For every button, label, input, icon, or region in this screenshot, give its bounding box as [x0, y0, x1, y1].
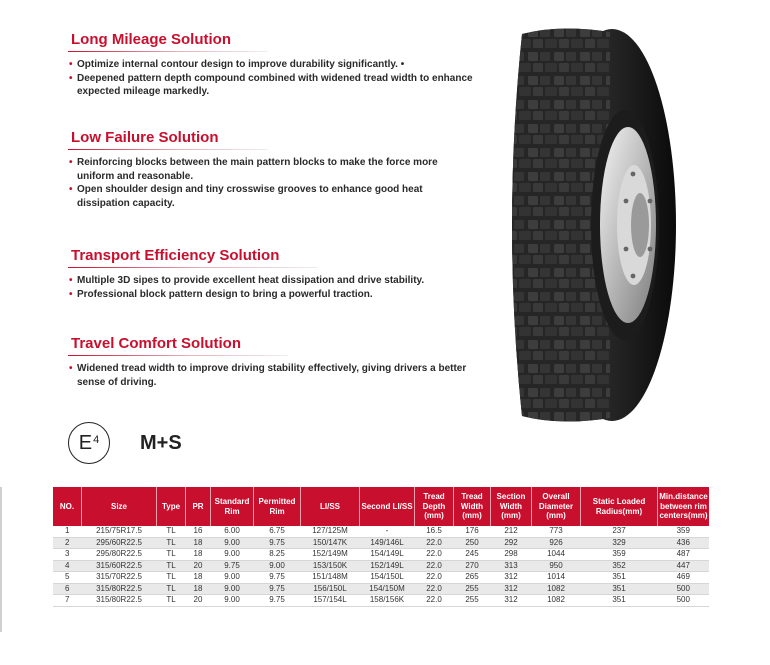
table-cell: 295/60R22.5: [82, 537, 157, 549]
section-title: Long Mileage Solution: [71, 31, 231, 48]
table-cell: 6: [53, 583, 82, 595]
header-size: Size: [82, 487, 157, 526]
section-travel-comfort: [68, 335, 468, 389]
table-cell: 151/148M: [301, 572, 360, 584]
table-cell: 22.0: [415, 595, 454, 607]
e-mark-badge: [68, 422, 110, 464]
table-cell: 1044: [532, 549, 581, 561]
table-header-row: [53, 487, 709, 526]
table-cell: 150/147K: [301, 537, 360, 549]
table-cell: 154/150L: [360, 572, 415, 584]
table-cell: -: [360, 526, 415, 537]
bullet-list: [68, 274, 478, 301]
table-cell: TL: [157, 583, 186, 595]
table-cell: 6.75: [254, 526, 301, 537]
table-cell: 298: [491, 549, 532, 561]
table-cell: 153/150K: [301, 560, 360, 572]
table-cell: 156/150L: [301, 583, 360, 595]
table-cell: TL: [157, 595, 186, 607]
table-cell: 500: [658, 583, 710, 595]
table-cell: 154/149L: [360, 549, 415, 561]
table-cell: 500: [658, 595, 710, 607]
section-title: Transport Efficiency Solution: [71, 247, 280, 264]
e-mark-number: 4: [93, 434, 100, 446]
table-cell: 9.00: [254, 560, 301, 572]
table-cell: 351: [581, 583, 658, 595]
table-cell: 5: [53, 572, 82, 584]
table-cell: 245: [454, 549, 491, 561]
table-cell: 292: [491, 537, 532, 549]
table-row: [53, 549, 709, 561]
list-item: • Multiple 3D sipes to provide excellent heat dissipation and drive stability.: [68, 274, 478, 288]
table-cell: 250: [454, 537, 491, 549]
table-cell: 351: [581, 595, 658, 607]
table-cell: 9.00: [211, 595, 254, 607]
table-cell: 255: [454, 595, 491, 607]
header-tread-depth: Tread Depth (mm): [415, 487, 454, 526]
table-cell: 950: [532, 560, 581, 572]
list-item: • Reinforcing blocks between the main pattern blocks to make the force more uniform and reasonable.: [68, 156, 473, 183]
table-cell: 359: [581, 549, 658, 561]
table-cell: 265: [454, 572, 491, 584]
list-item: • Deepened pattern depth compound combined with widened tread width to enhance expected mileage markedly.: [68, 72, 488, 99]
table-cell: 16: [186, 526, 211, 537]
table-cell: 313: [491, 560, 532, 572]
header-standard-rim: Standard Rim: [211, 487, 254, 526]
table-cell: 9.75: [211, 560, 254, 572]
table-body: [53, 526, 709, 606]
table-cell: 1082: [532, 583, 581, 595]
section-transport-efficiency: [68, 247, 478, 301]
section-long-mileage: [68, 31, 488, 99]
tire-image: [500, 26, 678, 429]
section-low-failure: [68, 129, 473, 210]
list-item: • Professional block pattern design to bring a powerful traction.: [68, 288, 478, 302]
table-cell: 312: [491, 572, 532, 584]
table-cell: 3: [53, 549, 82, 561]
table-cell: 312: [491, 583, 532, 595]
title-underline: [68, 355, 288, 356]
table-cell: 447: [658, 560, 710, 572]
table-row: [53, 560, 709, 572]
table-cell: 315/60R22.5: [82, 560, 157, 572]
bullet-list: [68, 156, 473, 210]
table-cell: 352: [581, 560, 658, 572]
section-title: Travel Comfort Solution: [71, 335, 242, 352]
table-cell: 2: [53, 537, 82, 549]
header-pr: PR: [186, 487, 211, 526]
table-cell: 22.0: [415, 560, 454, 572]
ms-mark: M+S: [140, 431, 182, 454]
table-cell: 436: [658, 537, 710, 549]
table-cell: TL: [157, 572, 186, 584]
header-tread-width: Tread Width (mm): [454, 487, 491, 526]
table-cell: 9.75: [254, 595, 301, 607]
table-cell: 295/80R22.5: [82, 549, 157, 561]
header-overall-diameter: Overall Diameter (mm): [532, 487, 581, 526]
table-cell: 127/125M: [301, 526, 360, 537]
table-cell: 18: [186, 583, 211, 595]
list-item: • Optimize internal contour design to improve durability significantly. •: [68, 58, 488, 72]
header-no: NO.: [53, 487, 82, 526]
table-cell: 270: [454, 560, 491, 572]
table-cell: 312: [491, 595, 532, 607]
table-cell: 329: [581, 537, 658, 549]
table-cell: 9.00: [211, 549, 254, 561]
header-li-ss: LI/SS: [301, 487, 360, 526]
table-cell: 9.00: [211, 572, 254, 584]
table-cell: 469: [658, 572, 710, 584]
table-cell: 152/149M: [301, 549, 360, 561]
table-cell: 487: [658, 549, 710, 561]
table-cell: 157/154L: [301, 595, 360, 607]
table-cell: 9.75: [254, 583, 301, 595]
table-cell: 22.0: [415, 537, 454, 549]
table-cell: 359: [658, 526, 710, 537]
table-cell: 773: [532, 526, 581, 537]
table-cell: 1014: [532, 572, 581, 584]
certification-marks: [68, 422, 182, 464]
table-cell: 16.5: [415, 526, 454, 537]
header-permitted-rim: Permitted Rim: [254, 487, 301, 526]
header-type: Type: [157, 487, 186, 526]
table-cell: TL: [157, 537, 186, 549]
header-static-loaded-radius: Static Loaded Radius(mm): [581, 487, 658, 526]
spec-table: [53, 487, 709, 607]
header-min-distance: Min.distance between rim centers(mm): [658, 487, 710, 526]
title-underline: [68, 149, 268, 150]
table-row: [53, 572, 709, 584]
table-cell: 149/146L: [360, 537, 415, 549]
table-cell: TL: [157, 549, 186, 561]
table-cell: TL: [157, 560, 186, 572]
table-cell: 215/75R17.5: [82, 526, 157, 537]
table-cell: 158/156K: [360, 595, 415, 607]
table-cell: 9.00: [211, 583, 254, 595]
table-cell: 152/149L: [360, 560, 415, 572]
bullet-list: [68, 58, 488, 99]
table-cell: 176: [454, 526, 491, 537]
bullet-list: [68, 362, 468, 389]
table-cell: 212: [491, 526, 532, 537]
table-cell: 7: [53, 595, 82, 607]
table-cell: 1: [53, 526, 82, 537]
table-cell: 22.0: [415, 572, 454, 584]
table-cell: 18: [186, 549, 211, 561]
title-underline: [68, 51, 268, 52]
edge-divider: [0, 487, 2, 632]
list-item: • Open shoulder design and tiny crosswise grooves to enhance good heat dissipation capacity.: [68, 183, 473, 210]
table-cell: 315/80R22.5: [82, 595, 157, 607]
header-section-width: Section Width (mm): [491, 487, 532, 526]
table-cell: 9.75: [254, 537, 301, 549]
header-second-li-ss: Second LI/SS: [360, 487, 415, 526]
table-cell: 154/150M: [360, 583, 415, 595]
table-row: [53, 526, 709, 537]
table-cell: 237: [581, 526, 658, 537]
table-cell: 8.25: [254, 549, 301, 561]
e-mark-letter: E: [78, 431, 93, 454]
table-cell: 22.0: [415, 583, 454, 595]
table-row: [53, 595, 709, 607]
table-cell: 18: [186, 572, 211, 584]
table-cell: 315/70R22.5: [82, 572, 157, 584]
title-underline: [68, 267, 318, 268]
table-cell: 4: [53, 560, 82, 572]
table-cell: 1082: [532, 595, 581, 607]
table-cell: 926: [532, 537, 581, 549]
table-cell: 20: [186, 560, 211, 572]
table-cell: 22.0: [415, 549, 454, 561]
table-row: [53, 537, 709, 549]
table-cell: TL: [157, 526, 186, 537]
list-item: • Widened tread width to improve driving stability effectively, giving drivers a better sense of driving.: [68, 362, 468, 389]
table-cell: 255: [454, 583, 491, 595]
table-cell: 20: [186, 595, 211, 607]
table-cell: 315/80R22.5: [82, 583, 157, 595]
table-cell: 9.75: [254, 572, 301, 584]
section-title: Low Failure Solution: [71, 129, 219, 146]
table-cell: 351: [581, 572, 658, 584]
table-cell: 9.00: [211, 537, 254, 549]
table-row: [53, 583, 709, 595]
table-cell: 6.00: [211, 526, 254, 537]
table-cell: 18: [186, 537, 211, 549]
